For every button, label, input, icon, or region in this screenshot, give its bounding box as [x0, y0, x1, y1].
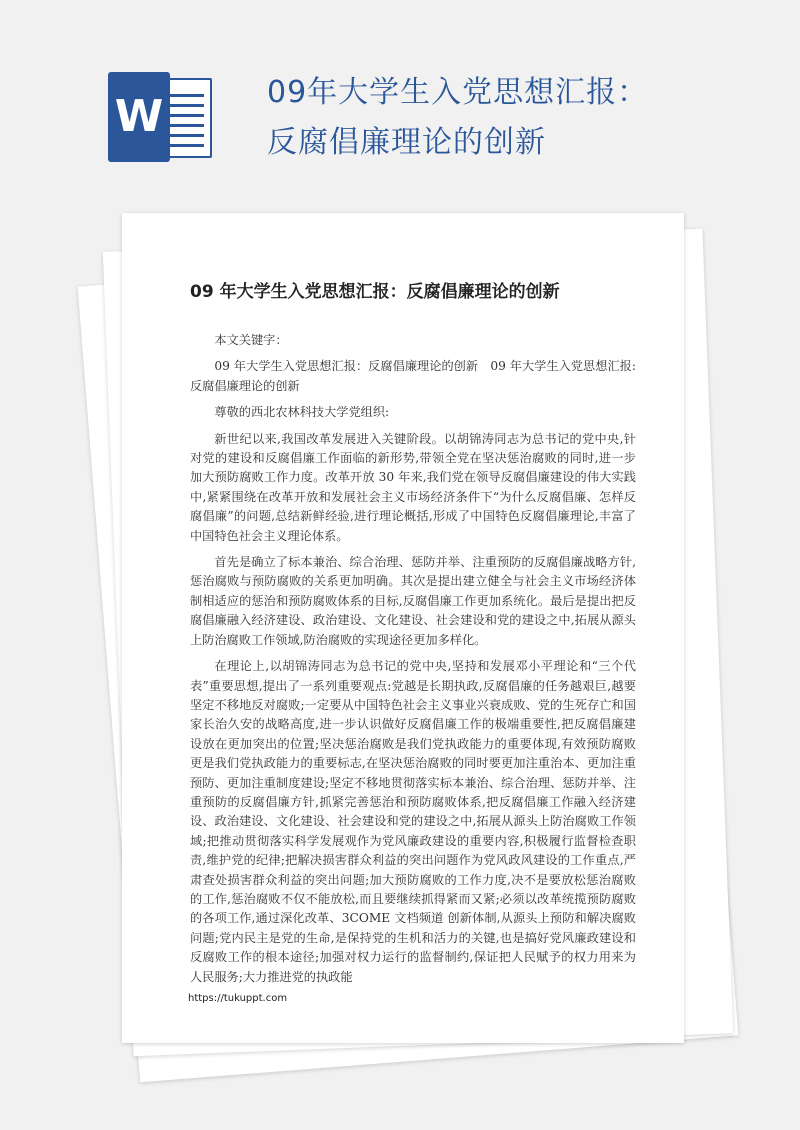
header-title-line2: 反腐倡廉理论的创新	[267, 125, 546, 160]
paragraph: 本文关键字：	[214, 333, 288, 347]
header-title-line1: 09年大学生入党思想汇报：	[267, 75, 649, 110]
header-title	[267, 68, 767, 168]
header	[0, 0, 800, 200]
paragraph: 首先是确立了标本兼治、综合治理、惩防并举、注重预防的反腐倡廉战略方针,惩治腐败与预防腐败的关系更加明确。其次是提出建立健全与社会主义市场经济体制相适应的惩治和预防腐败体系的目标,反腐倡廉工作更加系统化。最后是提出把反腐倡廉融入经济建设、政治建设、文化建设、社会建设和党的建设之中,拓展从源头上防治腐败工作领域,防治腐败的实现途径更加多样化。	[190, 555, 636, 647]
word-w-icon: W	[108, 72, 170, 162]
paragraph: 尊敬的西北农林科技大学党组织:	[214, 405, 390, 420]
paragraph: 新世纪以来,我国改革发展进入关键阶段。以胡锦涛同志为总书记的党中央,针对党的建设和反腐倡廉工作面临的新形势,带领全党在坚决惩治腐败的同时,进一步加大预防腐败工作力度。改革开放 30 年来,我们党在领导反腐倡廉建设的伟大实践中,紧紧围绕在改革开放和发展社会主义市场经济条件下“为什么反腐倡廉、怎样反腐倡廉”的问题,总结新鲜经验,进行理论概括,形成了中国特色反腐倡廉理论,丰富了中国特色社会主义理论体系。	[190, 431, 636, 543]
footer-url: https://tukuppt.com	[188, 993, 288, 1004]
document-page	[122, 213, 684, 1043]
paragraph: 09 年大学生入党思想汇报：反腐倡廉理论的创新 09 年大学生入党思想汇报:反腐倡廉理论的创新	[190, 359, 636, 393]
paragraph: 在理论上,以胡锦涛同志为总书记的党中央,坚持和发展邓小平理论和“三个代表”重要思想,提出了一系列重要观点:党越是长期执政,反腐倡廉的任务越艰巨,越要坚定不移地反对腐败;一定要从中国特色社会主义事业兴衰成败、党的生死存亡和国家长治久安的战略高度,进一步认识做好反腐倡廉工作的极端重要性,把反腐倡廉建设放在更加突出的位置;坚决惩治腐败是我们党执政能力的重要体现,有效预防腐败更是我们党执政能力的重要标志,在坚决惩治腐败的同时要更加注重治本、更加注重预防、更加注重制度建设;坚定不移地贯彻落实标本兼治、综合治理、惩防并举、注重预防的反腐倡廉方针,抓紧完善惩治和预防腐败体系,把反腐倡廉工作融入经济建设、政治建设、文化建设、社会建设和党的建设之中,拓展从源头上防治腐败工作领域;把推动贯彻落实科学发展观作为党风廉政建设的重要内容,积极履行监督检查职责,维护党的纪律;把解决损害群众利益的突出问题作为党风政风建设的工作重点,严肃查处损害群众利益的突出问题;加大预防腐败的工作力度,决不是要放松惩治腐败的工作,惩治腐败不仅不能放松,而且要继续抓得紧而又紧;必须以改革统揽预防腐败的各项工作,通过深化改革、3COME 文档频道 创新体制,从源头上预防和解决腐败问题;党内民主是党的生命,是保持党的生机和活力的关键,也是搞好党风廉政建设和反腐败工作的根本途径;加强对权力运行的监督制约,保证把人民赋予的权力用来为人民服务;大力推进党的执政能	[190, 659, 636, 984]
word-document-icon	[108, 72, 214, 162]
document-body	[190, 331, 636, 994]
document-title: 09 年大学生入党思想汇报：反腐倡廉理论的创新	[190, 282, 560, 302]
